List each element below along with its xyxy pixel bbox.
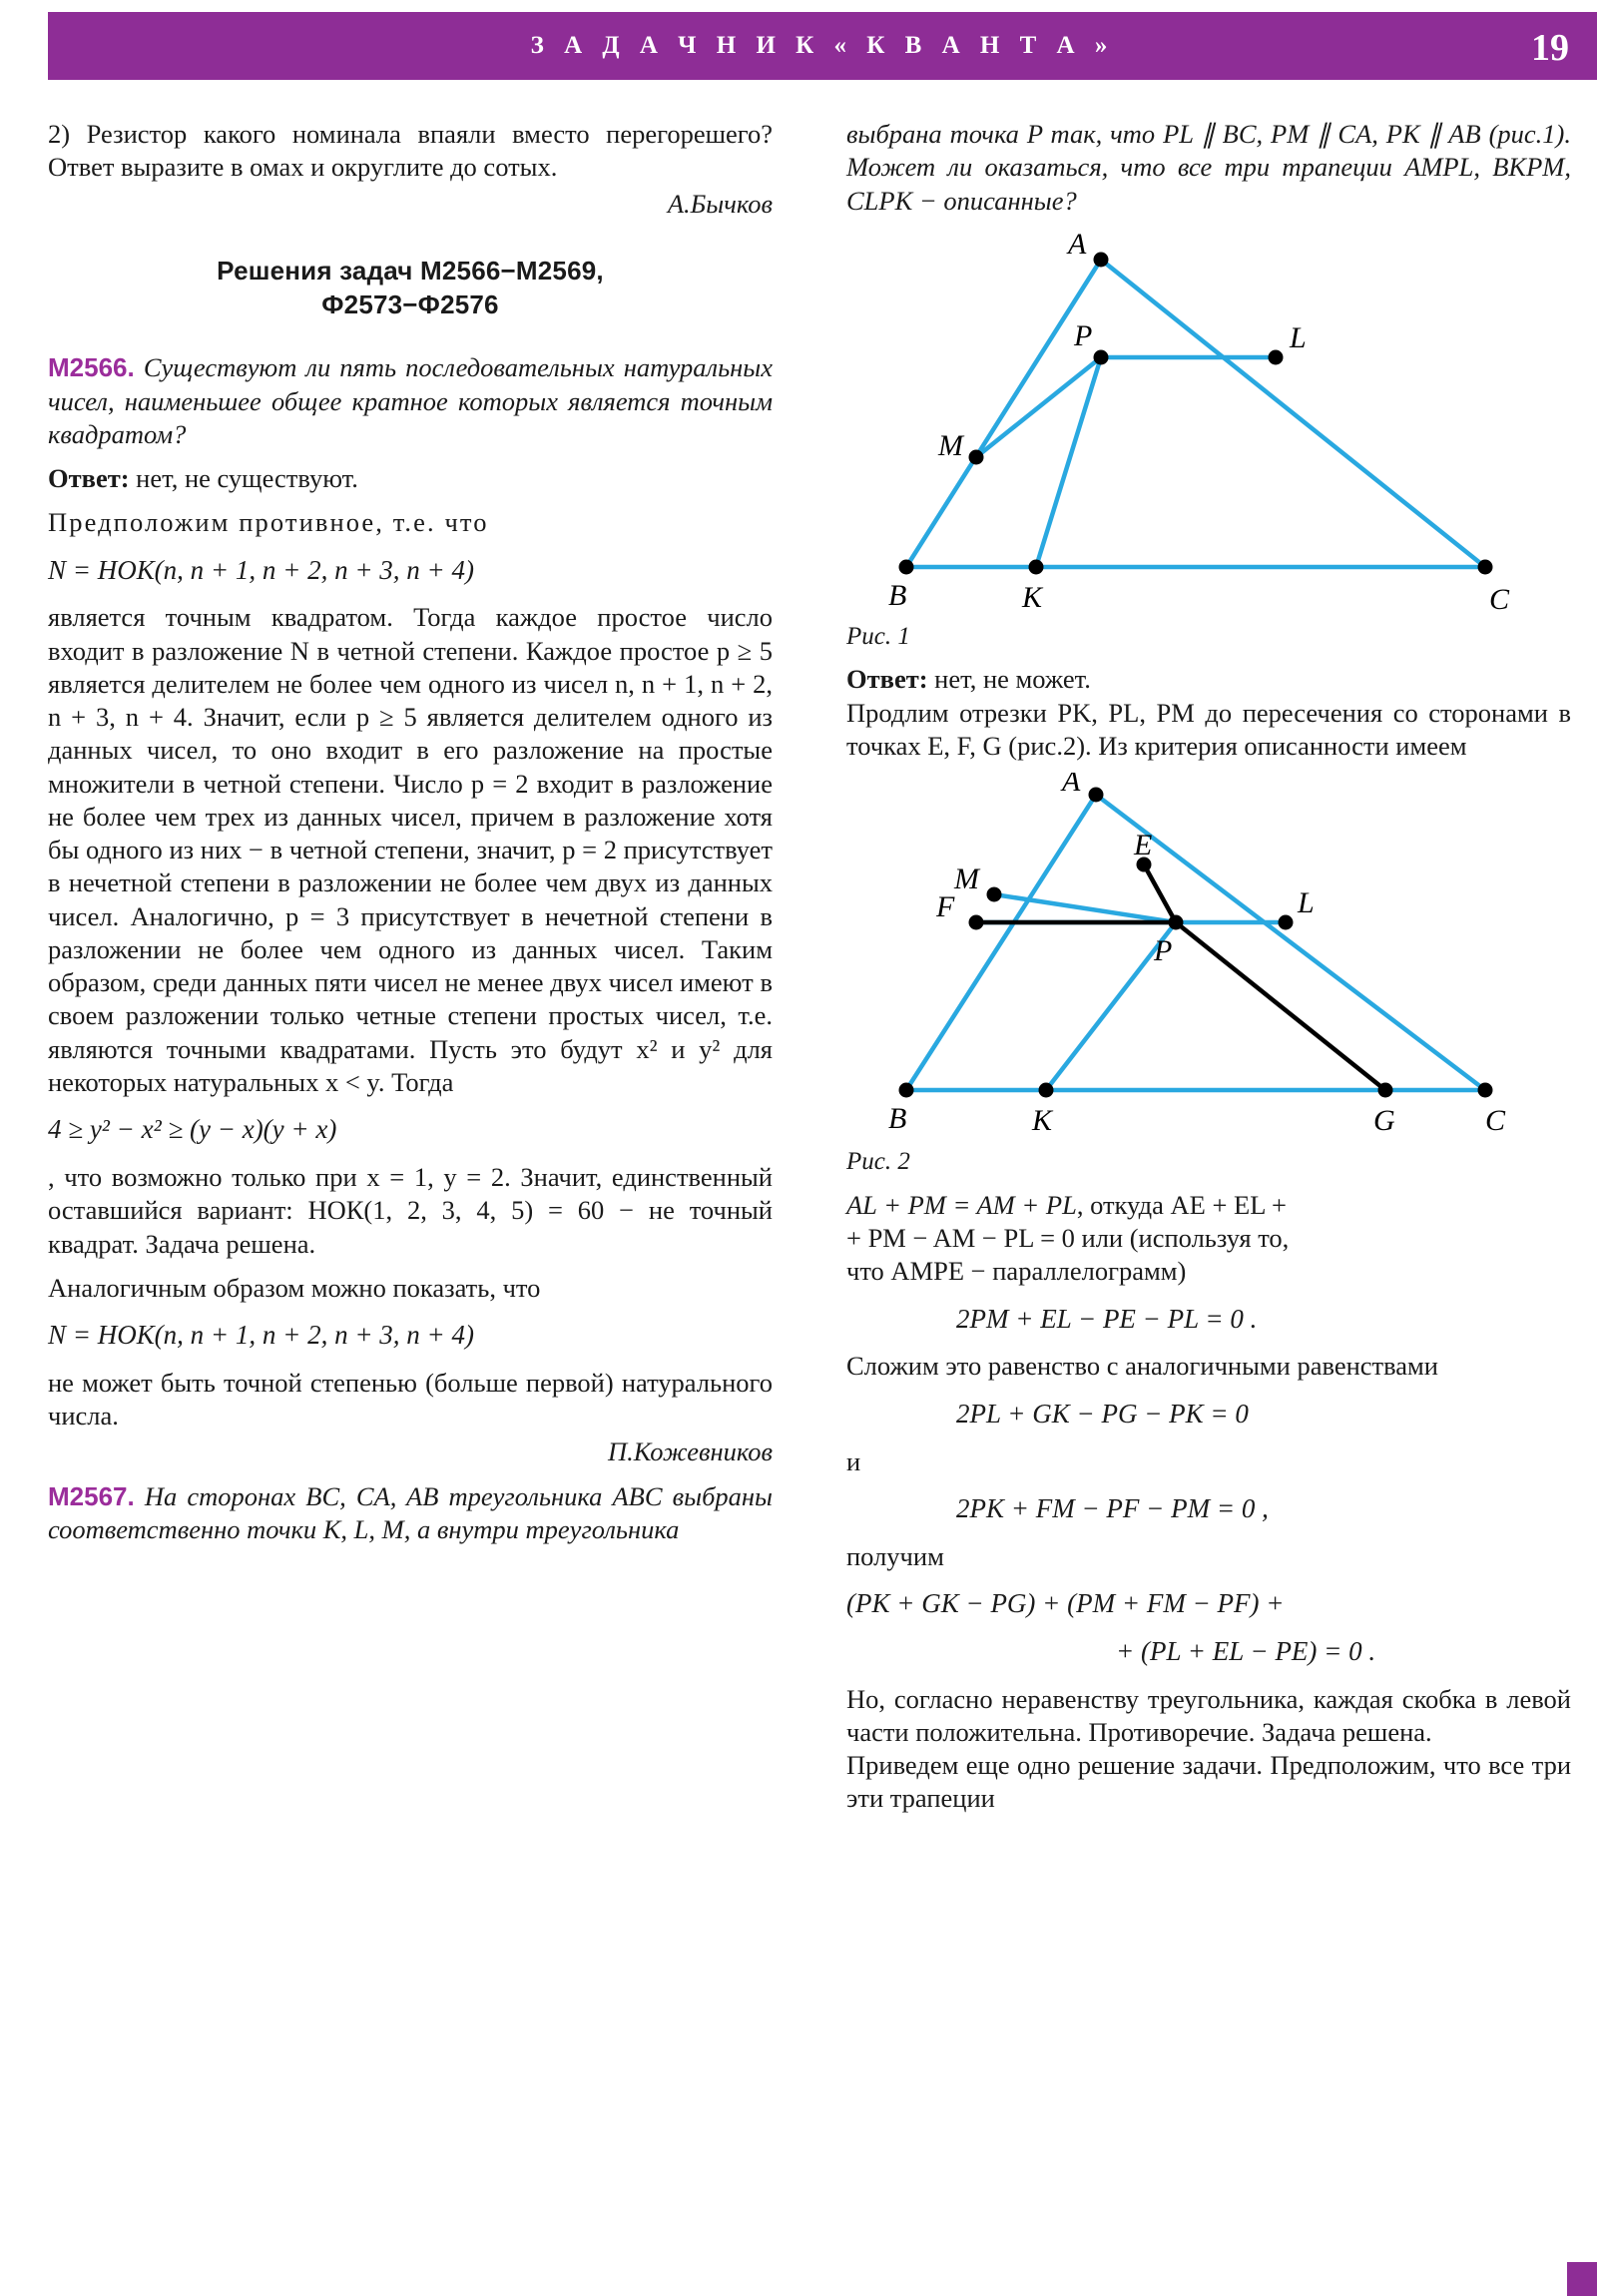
answer-label: Ответ: — [48, 463, 130, 494]
section-heading — [48, 255, 773, 322]
segment-BA — [906, 260, 1101, 567]
point-A — [1094, 252, 1109, 267]
label-C-2: C — [1485, 1104, 1506, 1138]
conjunction-i: и — [846, 1445, 861, 1476]
point-B-2 — [899, 1083, 914, 1098]
label-L-2: L — [1298, 886, 1315, 920]
segment-BA-2 — [906, 795, 1096, 1090]
answer-m2566 — [48, 462, 773, 495]
point-C-2 — [1478, 1083, 1493, 1098]
label-M-2: M — [954, 862, 979, 896]
label-F: F — [936, 890, 955, 924]
answer-label-2: Ответ: — [846, 664, 928, 695]
problem-m2567-text: На сторонах BC, CA, AB треугольника ABC выбраны соответственно точки K, L, M, а внутри треугольника — [48, 1480, 774, 1544]
eq-tail-1: , откуда AE + EL + — [1076, 1189, 1287, 1220]
eq-al-pm: AL + PM = AM + PL — [846, 1189, 1077, 1220]
section-heading-line1: Решения задач М2566−М2569, — [217, 255, 604, 286]
label-C: C — [1489, 582, 1510, 616]
page-title: З А Д А Ч Н И К « К В А Н Т А » — [530, 32, 1115, 59]
point-M-2 — [987, 887, 1002, 902]
label-A-2: A — [1062, 773, 1081, 799]
point-P-2 — [1169, 915, 1184, 930]
signature-kozhevnikov: П.Кожевников — [607, 1436, 773, 1467]
signature-bychkov: А.Бычков — [667, 188, 773, 219]
equation-inequality: 4 ≥ y² − x² ≥ (y − x)(y + x) — [48, 1114, 337, 1145]
label-K: K — [1022, 580, 1043, 614]
problem-m2566-statement — [48, 351, 773, 451]
problem-m2567-continued: выбрана точка P так, что PL ∥ BC, PM ∥ CA, PK ∥ AB (рис.1). Может ли оказаться, что все три трапеции AMPL, BKPM, CLPK − описанные? — [846, 119, 1571, 216]
solution-m2567-para1: Продлим отрезки PK, PL, PM до пересечения со сторонами в точках E, F, G (рис.2). Из критерия описанности имеем — [846, 697, 1571, 761]
problem-m2566-text: Существуют ли пять последовательных натуральных чисел, наименьшее общее кратное которых является точным квадратом? — [48, 352, 774, 449]
segment-AC — [1101, 260, 1485, 567]
section-heading-line2: Ф2573−Ф2576 — [321, 288, 499, 319]
equation-text-line1 — [846, 1189, 1571, 1222]
header-band — [48, 12, 1597, 80]
label-A: A — [1068, 227, 1087, 261]
segment-PK — [1036, 357, 1101, 567]
label-P-2: P — [1154, 934, 1173, 968]
point-L-2 — [1279, 915, 1294, 930]
label-L: L — [1290, 320, 1307, 354]
figure-2 — [846, 773, 1571, 1178]
solution-m2566-remark-lead: Аналогичным образом можно показать, что — [48, 1272, 541, 1303]
solution-para4: Но, согласно неравенству треугольника, каждая скобка в левой части положительна. Противоречие. Задача решена. — [846, 1683, 1571, 1747]
point-L — [1269, 349, 1284, 364]
left-column — [48, 118, 773, 1546]
answer-m2567 — [846, 663, 1571, 696]
point-G — [1378, 1083, 1393, 1098]
label-K-2: K — [1032, 1104, 1053, 1138]
point-K-2 — [1039, 1083, 1054, 1098]
point-P — [1094, 349, 1109, 364]
label-E: E — [1134, 829, 1153, 862]
solution-m2566-remark-tail: не может быть точной степенью (больше первой) натурального числа. — [48, 1367, 773, 1432]
corner-marker — [1567, 2262, 1597, 2296]
segment-PE-black — [1144, 864, 1176, 922]
figure-2-svg — [846, 773, 1545, 1142]
paragraph-continued: 2) Резистор какого номинала впаяли вместо перегорешего? Ответ выразите в омах и округлите до сотых. — [48, 119, 773, 183]
equation-display-2: 2PL + GK − PG − PK = 0 — [956, 1398, 1249, 1429]
page-number: 19 — [1531, 27, 1569, 69]
figure-1 — [846, 228, 1571, 653]
point-F — [969, 915, 984, 930]
point-B — [899, 559, 914, 574]
answer-text-2: нет, не может. — [934, 664, 1091, 695]
figure-1-points — [899, 252, 1493, 574]
segment-PG-black — [1176, 922, 1385, 1090]
solution-para5: Приведем еще одно решение задачи. Предположим, что все три эти трапеции — [846, 1750, 1571, 1814]
label-P: P — [1074, 318, 1093, 352]
point-A-2 — [1089, 788, 1104, 803]
label-B: B — [888, 578, 907, 612]
figure-1-caption: Рис. 1 — [846, 623, 910, 650]
equation-n-nok-2: N = НОК(n, n + 1, n + 2, n + 3, n + 4) — [48, 1320, 475, 1351]
right-column — [846, 118, 1571, 1816]
solution-m2566-lead: Предположим противное, т.е. что — [48, 507, 489, 538]
label-G: G — [1373, 1104, 1395, 1138]
solution-m2566-body: является точным квадратом. Тогда каждое простое число входит в разложение N в четной степени. Каждое простое p ≥ 5 является делителем не более чем одного из чисел n, n + 1, n + 2, n + 3, n + 4. Значит, если p ≥ 5 является делителем одного из данных чисел, то оно входит в его разложение на простые множители в четной степени. Число p = 2 входит в разложение не более чем трех из данных чисел, причем в разложение хотя бы одного из них − в четной степени, значит, p = 2 присутствует в нечетной степени в разложении не более чем двух из данных чисел. Аналогично, p = 3 присутствует в нечетной степени в разложении не более чем одного из данных чисел. Таким образом, среди данных пяти чисел не менее двух чисел имеют в своем разложении только четные степени простых чисел, т.е. являются точными квадратами. Пусть это будут x² и y² для некоторых натуральных x < y. Тогда — [48, 602, 773, 1097]
solution-m2566-tail: , что возможно только при x = 1, y = 2. Значит, единственный оставшийся вариант: НОК(1, 2, 3, 4, 5) = 60 − не точный квадрат. Задача решена. — [48, 1162, 773, 1259]
equation-display-1: 2PM + EL − PE − PL = 0 . — [956, 1303, 1258, 1334]
equation-text-line3: что AMPE − параллелограмм) — [846, 1256, 1187, 1287]
label-B-2: B — [888, 1102, 907, 1136]
segment-MP — [976, 357, 1101, 457]
equation-display-4a: (PK + GK − PG) + (PM + FM − PF) + — [846, 1587, 1285, 1618]
equation-display-4b: + (PL + EL − PE) = 0 . — [1116, 1635, 1376, 1666]
solution-para3: получим — [846, 1540, 944, 1571]
problem-number-m2566: M2566. — [48, 352, 135, 383]
figure-2-points — [899, 788, 1493, 1098]
solution-para2: Сложим это равенство с аналогичными равенствами — [846, 1351, 1438, 1382]
point-K — [1029, 559, 1044, 574]
figure-1-svg — [846, 228, 1545, 617]
problem-m2567-statement — [48, 1480, 773, 1547]
equation-text-line2: + PM − AM − PL = 0 или (используя то, — [846, 1223, 1290, 1253]
point-M — [969, 449, 984, 464]
label-M: M — [938, 428, 963, 462]
point-C — [1478, 559, 1493, 574]
figure-2-caption: Рис. 2 — [846, 1148, 910, 1176]
equation-n-nok-1: N = НОК(n, n + 1, n + 2, n + 3, n + 4) — [48, 554, 475, 585]
problem-number-m2567: M2567. — [48, 1480, 135, 1511]
equation-display-3: 2PK + FM − PF − PM = 0 , — [956, 1492, 1269, 1523]
answer-text: нет, не существуют. — [136, 463, 358, 494]
